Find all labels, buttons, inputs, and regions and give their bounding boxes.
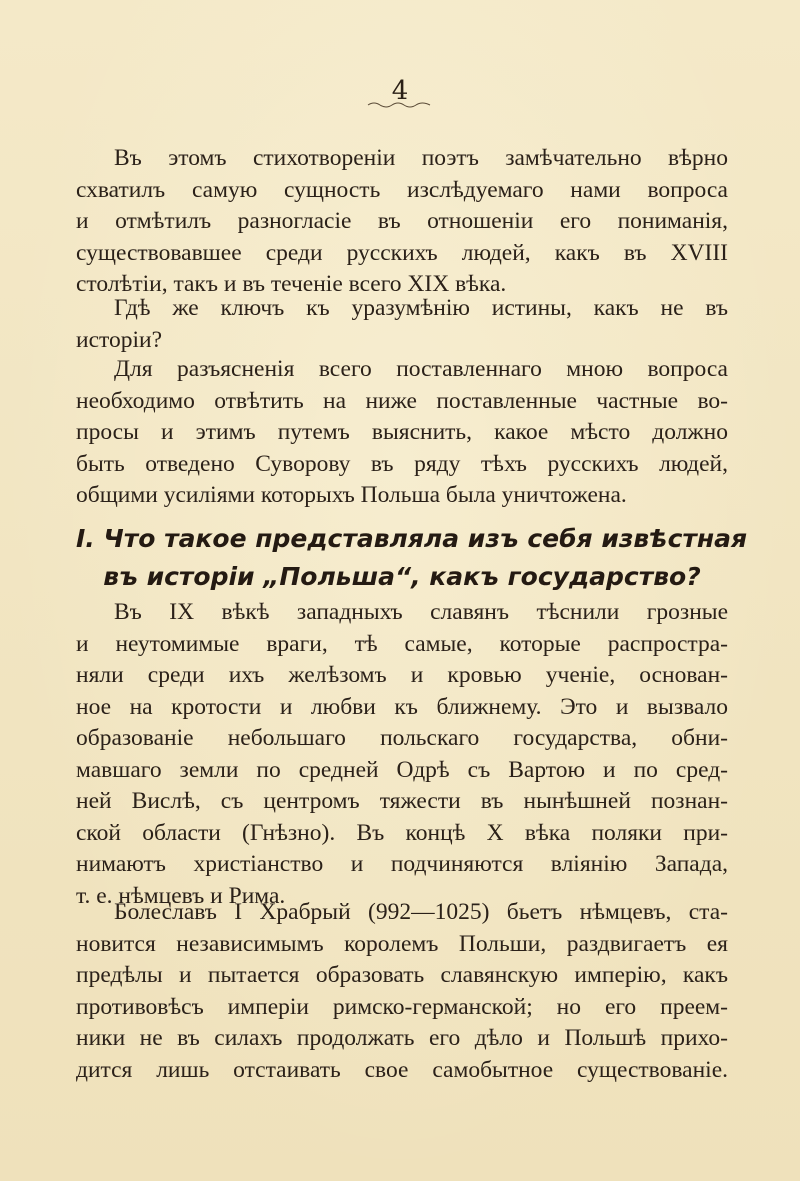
intro-paragraph-3: [76, 354, 728, 512]
text-line: и отмѣтилъ разногласіе въ отношеніи его пониманія,: [76, 208, 728, 234]
text-line: ской области (Гнѣзно). Въ концѣ X вѣка поляки при-: [76, 819, 728, 846]
text-line: ней Вислѣ, съ центромъ тяжести въ нынѣшней познан-: [76, 788, 728, 814]
text-line: няли среди ихъ желѣзомъ и кровью ученіе, основан-: [76, 662, 728, 688]
intro-paragraph-2: [76, 293, 728, 356]
text-line: ное на кротости и любви къ ближнему. Это и вызвало: [76, 693, 728, 720]
text-line: противовѣсъ имперіи римско-германской; но его преем-: [76, 993, 728, 1020]
intro-paragraph-1: [76, 143, 728, 301]
section-heading-line-2: въ исторіи „Польша“, какъ государство?: [103, 562, 701, 591]
text-line: Въ IX вѣкѣ западныхъ славянъ тѣснили грозные: [114, 599, 728, 625]
text-line: Для разъясненія всего поставленнаго мною вопроса: [114, 356, 728, 382]
section-heading-line-1: I. Что такое представляла изъ себя извѣстная: [76, 524, 748, 553]
text-line: столѣтіи, такъ и въ теченіе всего XIX вѣка.: [76, 271, 507, 297]
text-line: предѣлы и пытается образовать славянскую имперію, какъ: [76, 962, 728, 988]
text-line: существовавшее среди русскихъ людей, какъ въ XVIII: [76, 239, 728, 266]
page-number-ornament: [366, 100, 432, 108]
text-line: необходимо отвѣтить на ниже поставленные частные во-: [76, 387, 728, 414]
text-line: исторіи?: [76, 326, 163, 353]
text-line: схватилъ самую сущность изслѣдуемаго нами вопроса: [76, 176, 728, 203]
section-heading: [76, 520, 748, 596]
page-number: 4: [391, 76, 409, 106]
text-line: Въ этомъ стихотвореніи поэтъ замѣчательно вѣрно: [114, 145, 728, 171]
text-line: общими усиліями которыхъ Польша была уничтожена.: [76, 482, 627, 508]
text-line: просы и этимъ путемъ выяснить, какое мѣсто должно: [76, 419, 728, 445]
text-line: дится лишь отстаивать свое самобытное существованіе.: [76, 1056, 728, 1083]
text-line: нимаютъ христіанство и подчиняются вліянію Запада,: [76, 851, 728, 877]
text-line: и неутомимые враги, тѣ самые, которые распростра-: [76, 630, 728, 657]
text-line: Болеславъ I Храбрый (992—1025) бьетъ нѣмцевъ, ста-: [114, 899, 728, 925]
text-line: Гдѣ же ключъ къ уразумѣнію истины, какъ не въ: [114, 295, 728, 321]
text-line: новится независимымъ королемъ Польши, раздвигаетъ ея: [76, 930, 728, 957]
text-line: мавшаго земли по средней Одрѣ съ Вартою и по сред-: [76, 756, 728, 783]
text-line: быть отведено Суворову въ ряду тѣхъ русскихъ людей,: [76, 450, 728, 477]
text-line: ники не въ силахъ продолжать его дѣло и Польшѣ прихо-: [76, 1025, 728, 1051]
text-line: т. е. нѣмцевъ и Рима.: [76, 882, 286, 909]
section-paragraph-1: [76, 597, 728, 912]
section-paragraph-2: [76, 897, 728, 1086]
text-line: образованіе небольшаго польскаго государства, обни-: [76, 725, 728, 751]
